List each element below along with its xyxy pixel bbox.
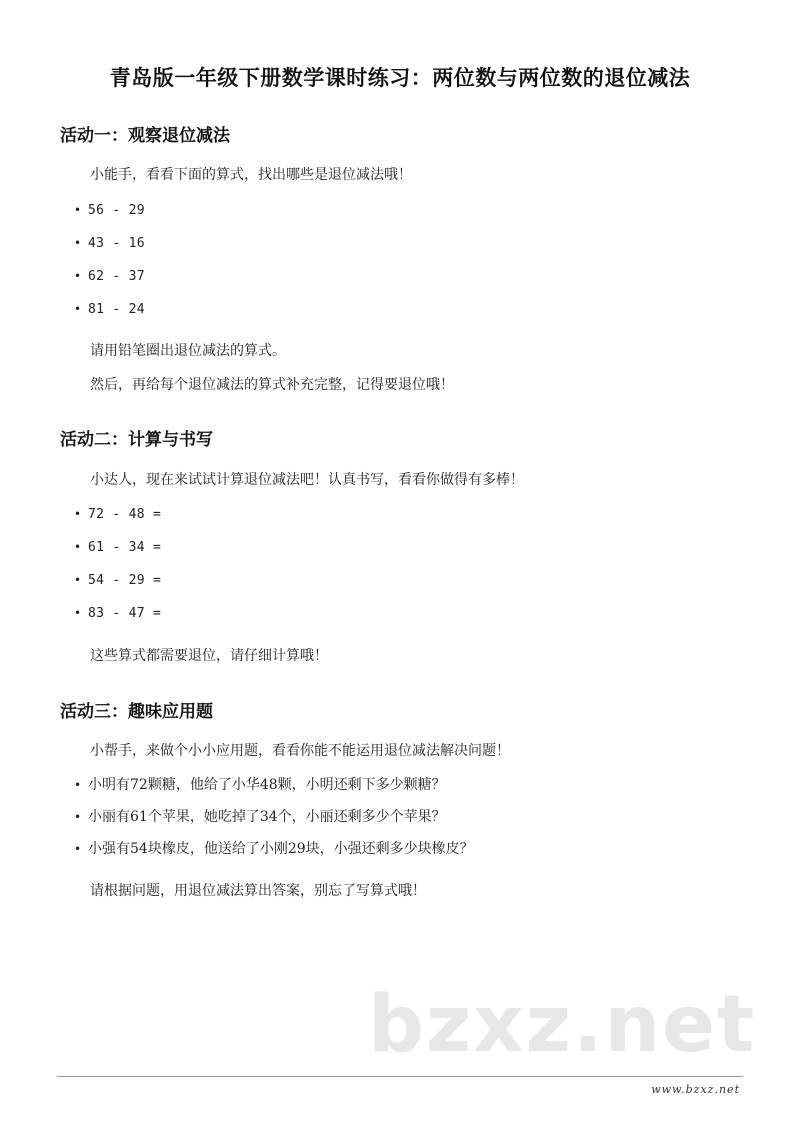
list-item <box>60 570 750 591</box>
bullet-icon: • <box>74 778 82 792</box>
expression: 61 - 34 = <box>88 540 162 555</box>
list-item <box>60 775 750 795</box>
list-item <box>60 233 750 254</box>
bullet-icon: • <box>74 507 82 521</box>
activity-2-intro: 小达人，现在来试试计算退位减法吧！认真书写，看看你做得有多棒！ <box>90 472 524 488</box>
bullet-icon: • <box>74 302 82 316</box>
activity-3-heading: 活动三：趣味应用题 <box>60 702 213 722</box>
bullet-icon: • <box>74 269 82 283</box>
activity-1-note-1: 请用铅笔圈出退位减法的算式。 <box>90 343 286 359</box>
bullet-icon: • <box>74 573 82 587</box>
expression: 81 - 24 <box>88 302 145 317</box>
list-item <box>60 299 750 320</box>
list-item <box>60 266 750 287</box>
expression: 56 - 29 <box>88 203 145 218</box>
activity-3-note: 请根据问题，用退位减法算出答案，别忘了写算式哦！ <box>90 883 426 899</box>
activity-1-note-2: 然后，再给每个退位减法的算式补充完整，记得要退位哦！ <box>90 377 454 393</box>
list-item <box>60 504 750 525</box>
footer-divider <box>57 1076 743 1077</box>
list-item <box>60 807 750 827</box>
activity-3-list <box>60 775 750 859</box>
activity-3-section <box>60 698 750 901</box>
bullet-icon: • <box>74 810 82 824</box>
list-item <box>60 537 750 558</box>
word-problem: 小明有72颗糖，他给了小华48颗，小明还剩下多少颗糖？ <box>88 777 446 793</box>
expression: 43 - 16 <box>88 236 145 251</box>
list-item <box>60 839 750 859</box>
activity-1-list <box>60 200 750 320</box>
expression: 62 - 37 <box>88 269 145 284</box>
page-title: 青岛版一年级下册数学课时练习：两位数与两位数的退位减法 <box>109 66 691 90</box>
bullet-icon: • <box>74 606 82 620</box>
bullet-icon: • <box>74 540 82 554</box>
word-problem: 小丽有61个苹果，她吃掉了34个，小丽还剩多少个苹果？ <box>88 809 446 825</box>
activity-1-heading: 活动一：观察退位减法 <box>60 126 230 146</box>
activity-3-intro: 小帮手，来做个小小应用题，看看你能不能运用退位减法解决问题！ <box>90 743 510 759</box>
watermark-logo: bzxz.net <box>368 980 757 1070</box>
activity-2-note: 这些算式都需要退位，请仔细计算哦！ <box>90 648 328 664</box>
bullet-icon: • <box>74 203 82 217</box>
list-item <box>60 200 750 221</box>
activity-1-intro: 小能手，看看下面的算式，找出哪些是退位减法哦！ <box>90 167 412 183</box>
bullet-icon: • <box>74 236 82 250</box>
activity-2-heading: 活动二：计算与书写 <box>60 430 213 450</box>
list-item <box>60 603 750 624</box>
activity-2-section <box>60 426 750 666</box>
footer-url: www.bzxz.net <box>651 1083 740 1096</box>
expression: 54 - 29 = <box>88 573 162 588</box>
expression: 72 - 48 = <box>88 507 162 522</box>
bullet-icon: • <box>74 842 82 856</box>
word-problem: 小强有54块橡皮，他送给了小刚29块，小强还剩多少块橡皮？ <box>88 841 474 857</box>
activity-2-list <box>60 504 750 624</box>
expression: 83 - 47 = <box>88 606 162 621</box>
activity-1-section <box>60 122 750 395</box>
